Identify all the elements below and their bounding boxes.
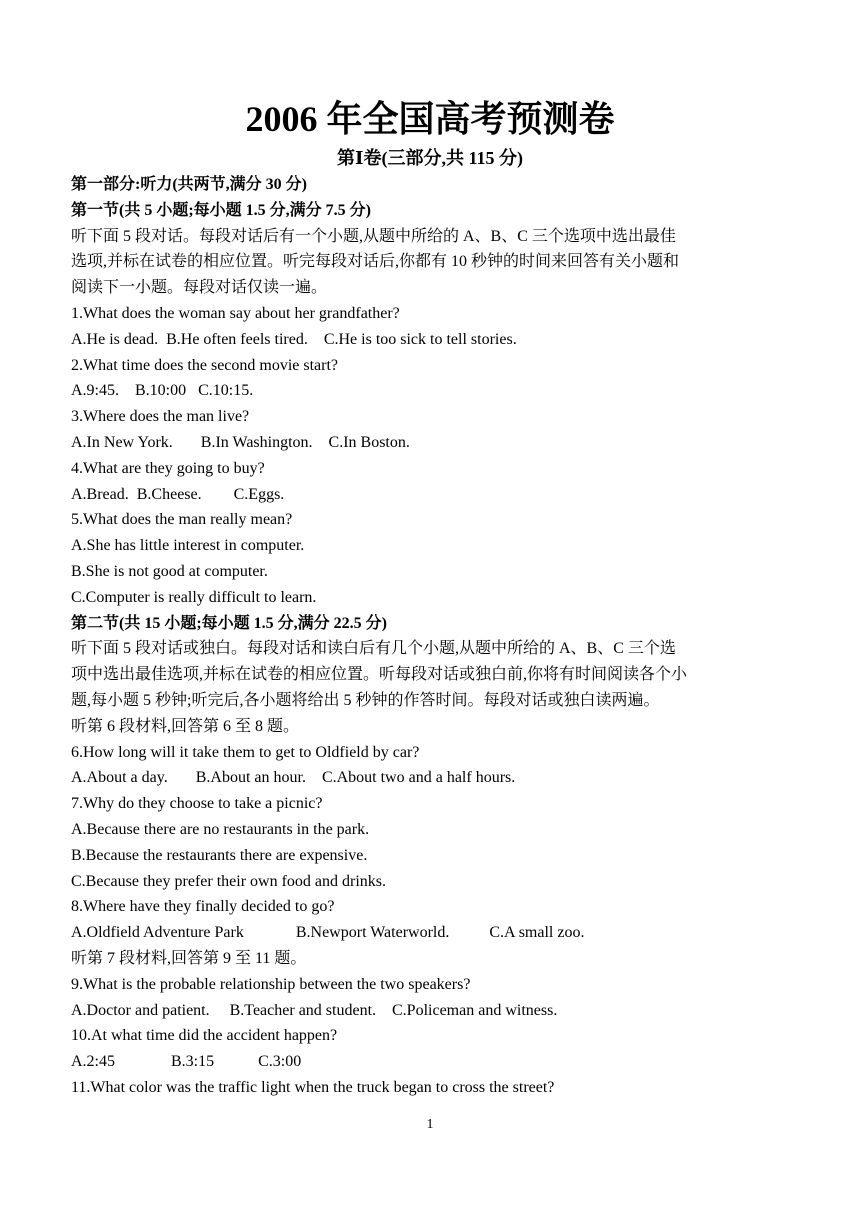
text-line: 听第 7 段材料,回答第 9 至 11 题。 bbox=[71, 949, 307, 967]
text-line: 听下面 5 段对话或独白。每段对话和读白后有几个小题,从题中所给的 A、B、C 三个选 bbox=[71, 640, 676, 658]
text-line: A.She has little interest in computer. bbox=[71, 537, 305, 555]
text-line: C.Computer is really difficult to learn. bbox=[71, 588, 317, 606]
text-line: B.Because the restaurants there are expensive. bbox=[71, 846, 368, 864]
text-line: 6.How long will it take them to get to Oldfield by car? bbox=[71, 743, 420, 761]
text-line: 9.What is the probable relationship between the two speakers? bbox=[71, 975, 471, 993]
text-line: A.2:45 B.3:15 C.3:00 bbox=[71, 1053, 302, 1071]
text-line: 8.Where have they finally decided to go? bbox=[71, 898, 335, 916]
text-line: A.Because there are no restaurants in the park. bbox=[71, 820, 370, 838]
text-line: 7.Why do they choose to take a picnic? bbox=[71, 795, 323, 813]
text-line: A.9:45. B.10:00 C.10:15. bbox=[71, 382, 254, 400]
text-line: 5.What does the man really mean? bbox=[71, 511, 293, 529]
text-line: A.Doctor and patient. B.Teacher and student. C.Policeman and witness. bbox=[71, 1001, 558, 1019]
text-line: 11.What color was the traffic light when the truck began to cross the street? bbox=[71, 1078, 555, 1096]
text-line: 听第 6 段材料,回答第 6 至 8 题。 bbox=[71, 717, 300, 735]
text-line: 题,每小题 5 秒钟;听完后,各小题将给出 5 秒钟的作答时间。每段对话或独白读两遍。 bbox=[71, 691, 660, 709]
text-line: A.In New York. B.In Washington. C.In Boston. bbox=[71, 433, 410, 451]
section-heading: 第一节(共 5 小题;每小题 1.5 分,满分 7.5 分) bbox=[71, 201, 371, 219]
text-line: 1.What does the woman say about her grandfather? bbox=[71, 304, 400, 322]
text-line: 2.What time does the second movie start? bbox=[71, 356, 339, 374]
text-line: 阅读下一小题。每段对话仅读一遍。 bbox=[71, 279, 328, 297]
text-line: 3.Where does the man live? bbox=[71, 408, 250, 426]
text-line: 4.What are they going to buy? bbox=[71, 459, 265, 477]
text-line: B.She is not good at computer. bbox=[71, 562, 268, 580]
text-line: A.Bread. B.Cheese. C.Eggs. bbox=[71, 485, 285, 503]
text-line: 选项,并标在试卷的相应位置。听完每段对话后,你都有 10 秒钟的时间来回答有关小题和 bbox=[71, 253, 680, 271]
section-heading: 第一部分:听力(共两节,满分 30 分) bbox=[71, 176, 307, 193]
text-line: 项中选出最佳选项,并标在试卷的相应位置。听每段对话或独白前,你将有时间阅读各个小 bbox=[71, 666, 688, 684]
document-body bbox=[71, 172, 751, 1101]
section-heading: 第二节(共 15 小题;每小题 1.5 分,满分 22.5 分) bbox=[71, 614, 387, 632]
text-line: A.Oldfield Adventure Park B.Newport Waterworld. C.A small zoo. bbox=[71, 924, 585, 942]
text-line: C.Because they prefer their own food and drinks. bbox=[71, 872, 387, 890]
text-line: A.He is dead. B.He often feels tired. C.He is too sick to tell stories. bbox=[71, 330, 517, 348]
text-line: A.About a day. B.About an hour. C.About two and a half hours. bbox=[71, 769, 516, 787]
text-line: 听下面 5 段对话。每段对话后有一个小题,从题中所给的 A、B、C 三个选项中选出最佳 bbox=[71, 227, 676, 245]
page-number: 1 bbox=[426, 1117, 434, 1132]
document-title: 2006 年全国高考预测卷 bbox=[245, 99, 615, 139]
document-subtitle: 第Ⅰ卷(三部分,共 115 分) bbox=[337, 148, 523, 168]
text-line: 10.At what time did the accident happen? bbox=[71, 1027, 338, 1045]
